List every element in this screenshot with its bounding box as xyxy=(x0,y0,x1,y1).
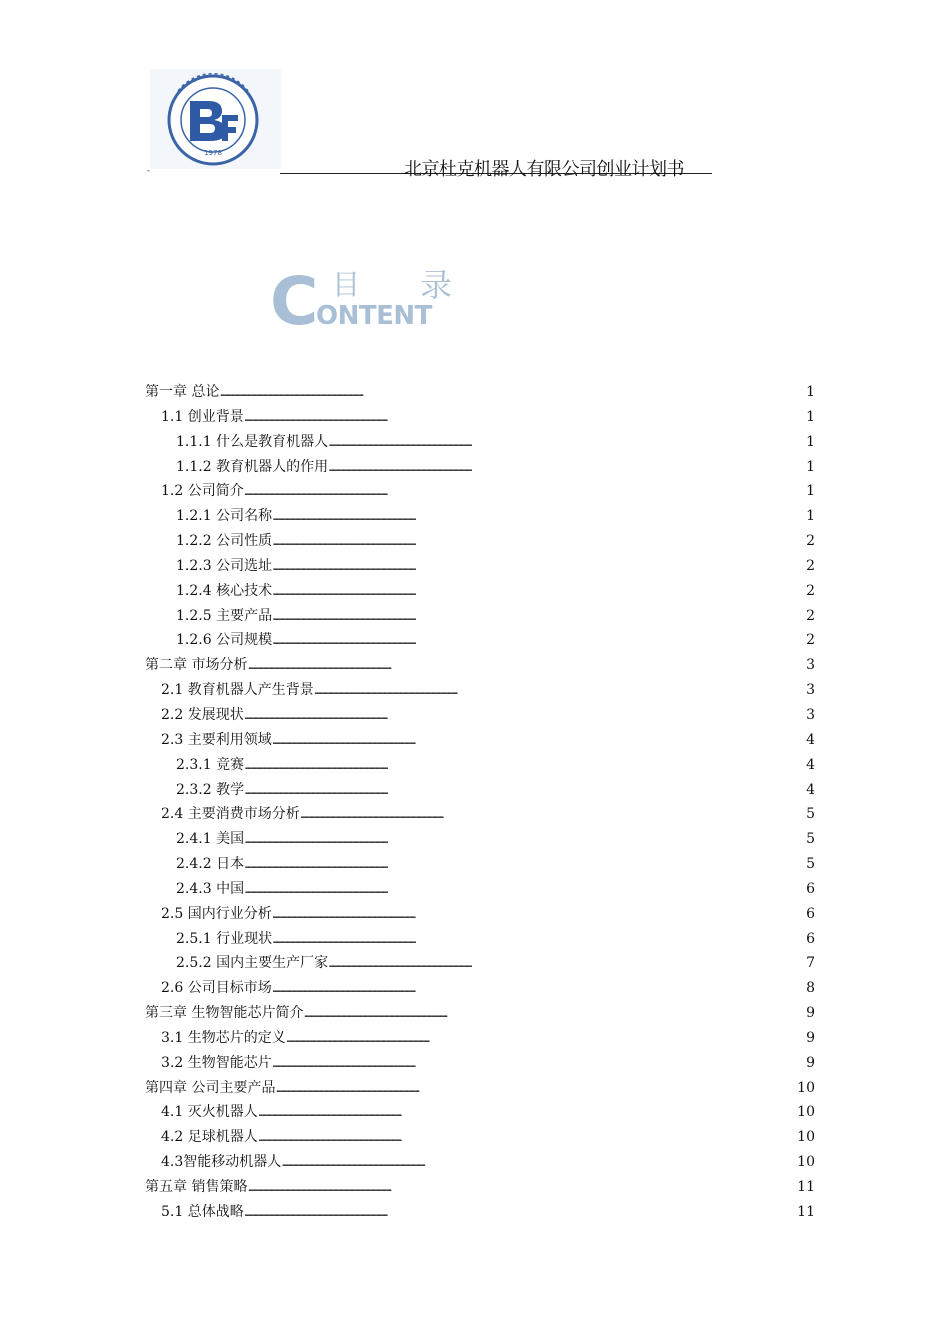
toc-entry-label: 第四章 公司主要产品 xyxy=(145,1079,276,1096)
toc-entry[interactable] xyxy=(145,604,815,629)
toc-leader-dots xyxy=(272,554,804,579)
toc-entry-label: 2.3.1 竞赛 xyxy=(176,756,245,773)
toc-entry-page: 10 xyxy=(797,1079,815,1096)
content-word: ONTENT xyxy=(316,301,432,331)
toc-entry-label: 2.4.3 中国 xyxy=(176,880,245,897)
toc-entry-page: 11 xyxy=(797,1203,815,1220)
toc-entry-label: 2.4.2 日本 xyxy=(176,856,245,873)
toc-entry-page: 2 xyxy=(806,533,815,550)
toc-entry-page: 6 xyxy=(806,905,815,922)
toc-entry-label: 2.5 国内行业分析 xyxy=(161,905,272,922)
toc-entry[interactable] xyxy=(145,479,815,504)
content-big-letter: C xyxy=(270,263,319,332)
toc-entry[interactable] xyxy=(145,976,815,1001)
toc-entry[interactable] xyxy=(145,778,815,803)
toc-leader-dots xyxy=(272,504,804,529)
toc-entry[interactable] xyxy=(145,504,815,529)
toc-leader-dots xyxy=(272,1051,804,1076)
toc-entry[interactable] xyxy=(145,951,815,976)
toc-entry[interactable] xyxy=(145,703,815,728)
toc-entry[interactable] xyxy=(145,628,815,653)
toc-leader-dots xyxy=(244,827,804,852)
toc-entry[interactable] xyxy=(145,1100,815,1125)
toc-leader-dots xyxy=(272,976,804,1001)
toc-leader-dots xyxy=(272,902,804,927)
toc-leader-dots xyxy=(219,380,804,405)
toc-entry[interactable] xyxy=(145,455,815,480)
seal-icon xyxy=(150,69,281,169)
toc-leader-dots xyxy=(314,678,804,703)
toc-leader-dots xyxy=(328,455,804,480)
toc-leader-dots xyxy=(247,653,804,678)
toc-entry-label: 1.2 公司简介 xyxy=(161,483,244,500)
toc-entry[interactable] xyxy=(145,1076,815,1101)
toc-entry-label: 2.5.2 国内主要生产厂家 xyxy=(176,955,329,972)
toc-leader-dots xyxy=(244,703,804,728)
toc-entry-page: 5 xyxy=(806,806,815,823)
toc-leader-dots xyxy=(281,1150,795,1175)
header-dash: - xyxy=(147,166,151,176)
toc-entry-label: 第三章 生物智能芯片简介 xyxy=(145,1005,304,1022)
toc-entry-label: 2.4 主要消费市场分析 xyxy=(161,806,300,823)
toc-entry-label: 4.2 足球机器人 xyxy=(161,1129,258,1146)
toc-entry[interactable] xyxy=(145,827,815,852)
toc-entry-label: 3.2 生物智能芯片 xyxy=(161,1054,272,1071)
toc-entry-label: 4.3智能移动机器人 xyxy=(161,1154,282,1171)
toc-entry-page: 2 xyxy=(806,557,815,574)
toc-leader-dots xyxy=(328,430,804,455)
toc-entry-label: 第五章 销售策略 xyxy=(145,1179,248,1195)
toc-leader-dots xyxy=(272,579,804,604)
toc-entry-label: 1.1.1 什么是教育机器人 xyxy=(176,433,329,450)
toc-entry-label: 3.1 生物芯片的定义 xyxy=(161,1029,286,1046)
toc-leader-dots xyxy=(300,802,804,827)
toc-entry-label: 1.2.3 公司选址 xyxy=(176,557,273,574)
toc-leader-dots xyxy=(272,927,804,952)
toc-leader-dots xyxy=(272,529,804,554)
toc-entry-label: 1.2.6 公司规模 xyxy=(176,632,273,649)
toc-leader-dots xyxy=(244,405,804,430)
toc-entry-page: 4 xyxy=(806,781,815,798)
toc-entry-page: 5 xyxy=(806,831,815,848)
toc-entry[interactable] xyxy=(145,877,815,902)
toc-entry[interactable] xyxy=(145,653,815,678)
toc-entry-page: 1 xyxy=(806,458,815,475)
toc-entry-page: 1 xyxy=(806,408,815,425)
toc-entry-page: 3 xyxy=(806,682,815,699)
toc-entry[interactable] xyxy=(145,1150,815,1175)
toc-entry-label: 第二章 市场分析 xyxy=(145,657,248,674)
toc-entry[interactable] xyxy=(145,802,815,827)
toc-entry[interactable] xyxy=(145,728,815,753)
toc-entry-page: 2 xyxy=(806,582,815,599)
toc-leader-dots xyxy=(272,628,804,653)
university-logo xyxy=(150,69,281,169)
toc-entry-label: 2.3 主要利用领域 xyxy=(161,731,272,748)
toc-entry-page: 10 xyxy=(797,1154,815,1171)
table-of-contents xyxy=(145,380,815,1225)
toc-entry[interactable] xyxy=(145,1051,815,1076)
toc-entry-page: 11 xyxy=(797,1179,815,1195)
toc-entry[interactable] xyxy=(145,1001,815,1026)
toc-entry-label: 2.3.2 教学 xyxy=(176,781,245,798)
toc-entry-page: 3 xyxy=(806,706,815,723)
toc-entry-page: 9 xyxy=(806,1029,815,1046)
toc-entry-page: 6 xyxy=(806,880,815,897)
toc-leader-dots xyxy=(244,479,804,504)
toc-leader-dots xyxy=(247,1175,795,1200)
toc-entry[interactable] xyxy=(145,430,815,455)
toc-entry[interactable] xyxy=(145,529,815,554)
contents-heading-logo xyxy=(270,262,470,332)
toc-leader-dots xyxy=(244,753,804,778)
toc-entry[interactable] xyxy=(145,852,815,877)
toc-entry[interactable] xyxy=(145,678,815,703)
toc-entry[interactable] xyxy=(145,1175,815,1200)
toc-entry[interactable] xyxy=(145,380,815,405)
toc-entry[interactable] xyxy=(145,1026,815,1051)
toc-leader-dots xyxy=(303,1001,804,1026)
toc-entry-label: 2.1 教育机器人产生背景 xyxy=(161,682,314,699)
toc-entry-label: 4.1 灭火机器人 xyxy=(161,1104,258,1121)
toc-entry-label: 第一章 总论 xyxy=(145,384,220,400)
toc-entry-page: 4 xyxy=(806,731,815,748)
toc-entry[interactable] xyxy=(145,927,815,952)
toc-entry[interactable] xyxy=(145,1125,815,1150)
toc-leader-dots xyxy=(244,1200,795,1225)
toc-entry-label: 1.2.1 公司名称 xyxy=(176,508,273,525)
toc-entry-page: 10 xyxy=(797,1104,815,1121)
toc-leader-dots xyxy=(244,852,804,877)
toc-leader-dots xyxy=(244,877,804,902)
toc-entry-label: 1.2.4 核心技术 xyxy=(176,582,273,599)
toc-entry-label: 5.1 总体战略 xyxy=(161,1203,244,1220)
toc-entry-page: 2 xyxy=(806,632,815,649)
toc-entry-page: 1 xyxy=(806,384,815,400)
toc-entry-label: 2.6 公司目标市场 xyxy=(161,980,272,997)
toc-entry-label: 2.2 发展现状 xyxy=(161,706,244,723)
toc-entry-label: 1.2.2 公司性质 xyxy=(176,533,273,550)
content-chinese-2: 录 xyxy=(420,266,453,304)
toc-leader-dots xyxy=(286,1026,804,1051)
toc-entry-page: 1 xyxy=(806,433,815,450)
toc-entry-page: 6 xyxy=(806,930,815,947)
toc-entry-page: 10 xyxy=(797,1129,815,1146)
toc-entry[interactable] xyxy=(145,405,815,430)
toc-entry[interactable] xyxy=(145,554,815,579)
toc-entry[interactable] xyxy=(145,753,815,778)
toc-entry-page: 3 xyxy=(806,657,815,674)
toc-entry-page: 1 xyxy=(806,508,815,525)
toc-leader-dots xyxy=(272,728,804,753)
toc-entry[interactable] xyxy=(145,579,815,604)
toc-entry[interactable] xyxy=(145,1200,815,1225)
toc-entry-page: 9 xyxy=(806,1005,815,1022)
toc-leader-dots xyxy=(272,604,804,629)
toc-entry[interactable] xyxy=(145,902,815,927)
toc-leader-dots xyxy=(258,1100,795,1125)
toc-entry-page: 8 xyxy=(806,980,815,997)
toc-entry-page: 4 xyxy=(806,756,815,773)
toc-entry-label: 2.4.1 美国 xyxy=(176,831,245,848)
content-chinese-1: 目 xyxy=(332,268,361,301)
toc-leader-dots xyxy=(328,951,804,976)
toc-entry-label: 1.1 创业背景 xyxy=(161,408,244,425)
toc-entry-label: 1.1.2 教育机器人的作用 xyxy=(176,458,329,475)
toc-leader-dots xyxy=(275,1076,795,1101)
toc-entry-label: 1.2.5 主要产品 xyxy=(176,607,273,624)
toc-leader-dots xyxy=(244,778,804,803)
toc-entry-page: 7 xyxy=(806,955,815,972)
toc-entry-page: 9 xyxy=(806,1054,815,1071)
logo-year: 1978 xyxy=(204,149,222,157)
toc-entry-label: 2.5.1 行业现状 xyxy=(176,930,273,947)
toc-leader-dots xyxy=(258,1125,795,1150)
toc-entry-page: 1 xyxy=(806,483,815,500)
toc-entry-page: 2 xyxy=(806,607,815,624)
toc-entry-page: 5 xyxy=(806,856,815,873)
document-title: 北京杜克机器人有限公司创业计划书 xyxy=(404,159,684,180)
